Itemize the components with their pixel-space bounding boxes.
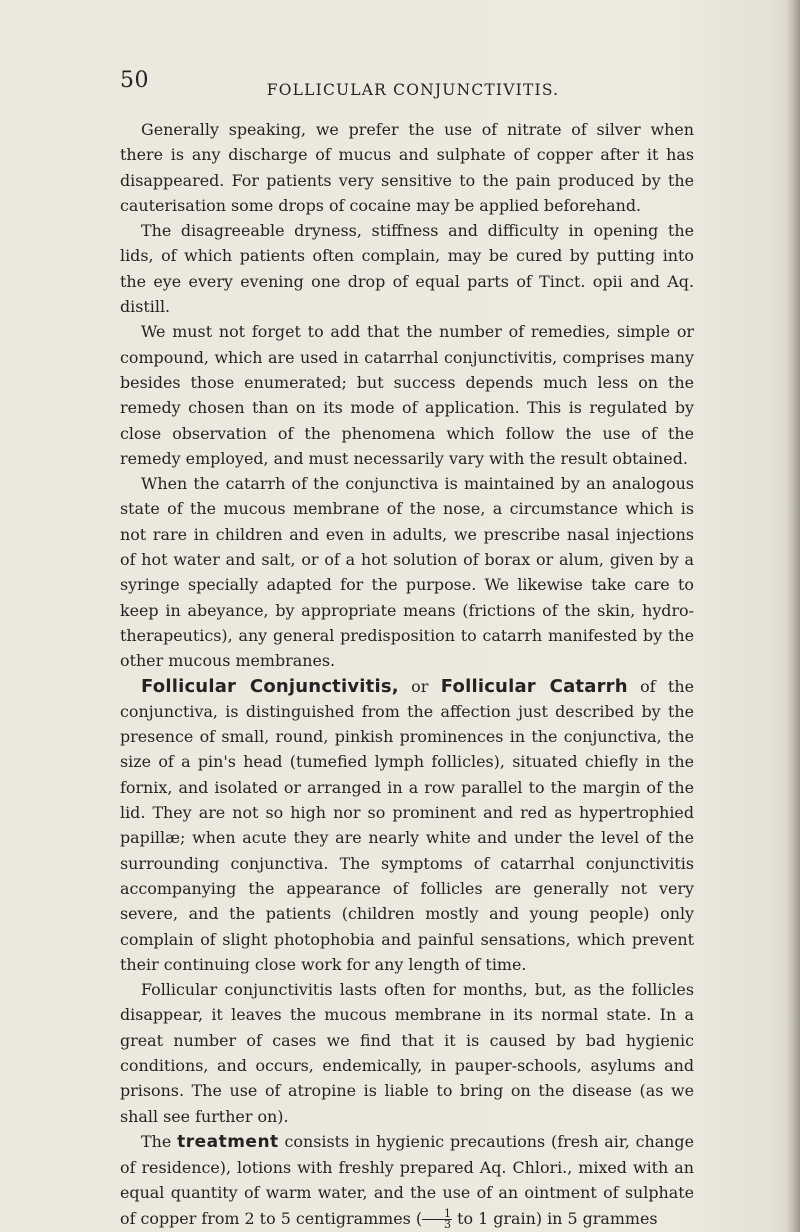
paragraph: When the catarrh of the conjunctiva is maintained by an analogous state of the mucous membrane of the nose, a circumstance which is not rare in children and even in adults, we prescribe nasal injections of hot water and salt, or of a hot solution of borax or alum, given by a syringe specially adapted for the purpose. We likewise take care to keep in abeyance, by appropriate means (frictions of the skin, hydro-therapeutics), any general predisposition to catarrh manifested by the other mucous membranes. (120, 474, 694, 671)
paragraph-section-follicular: Follicular Conjunctivitis, or Follicular Catarrh of the conjunctiva, is distinguished from the affection just described by the presence of small, round, pinkish prominences in the conjunctiva, the size of a pin's head (tumefied lymph follicles), situated chiefly in the fornix, and isolated or arranged in a row parallel to the margin of the lid. They are not so high nor so prominent and red as hypertrophied papillæ; when acute they are nearly white and under the level of the surrounding conjunctiva. The symptoms of catarrhal conjunctivitis accompanying the appearance of follicles are generally not very severe, and the patients (children mostly and young people) only complain of slight photophobia and painful sensations, which prevent their continuing close work for any length of time. (120, 675, 695, 974)
running-title: FOLLICULAR CONJUNCTIVITIS. (266, 81, 560, 99)
treatment-heading: treatment (177, 1131, 279, 1152)
section-heading: Follicular Conjunctivitis, (141, 675, 399, 697)
body-text (120, 117, 694, 1231)
fraction: $\frac{1}{3}$ (422, 1209, 452, 1230)
paragraph: Generally speaking, we prefer the use of nitrate of silver when there is any discharge of mucus and sulphate of copper after it has disappeared. For patients very sensitive to the pain produced by the cauterisation some drops of cocaine may be applied beforehand. (120, 120, 694, 215)
paragraph-treatment: The treatment consists in hygienic precautions (fresh air, change of residence), lotions with freshly prepared Aq. Chlori., mixed with an equal quantity of warm water, and the use of an ointment of sulphate of copper from 2 to 5 centigrammes ( $\frac{1}{3}$ to 1 grain) in 5 grammes (120, 1131, 694, 1231)
paragraph: We must not forget to add that the number of remedies, simple or compound, which are used in catarrhal conjunctivitis, comprises many besides those enumerated; but success depends much less on the remedy chosen than on its mode of application. This is regulated by close observation of the phenomena which follow the use of the remedy employed, and must necessarily vary with the result obtained. (120, 322, 694, 468)
page-edge-shadow (786, 0, 800, 1232)
page-header (0, 68, 800, 98)
paragraph: Follicular conjunctivitis lasts often for months, but, as the follicles disappear, it leaves the mucous membrane in its normal state. In a great number of cases we find that it is caused by bad hygienic conditions, and occurs, endemically, in pauper-schools, asylums and prisons. The use of atropine is liable to bring on the disease (as we shall see further on). (120, 980, 694, 1126)
page-number: 50 (120, 68, 149, 93)
section-heading-alt: Follicular Catarrh (440, 675, 628, 697)
paragraph: The disagreeable dryness, stiffness and difficulty in opening the lids, of which patients often complain, may be cured by putting into the eye every evening one drop of equal parts of Tinct. opii and Aq. distill. (120, 221, 694, 317)
